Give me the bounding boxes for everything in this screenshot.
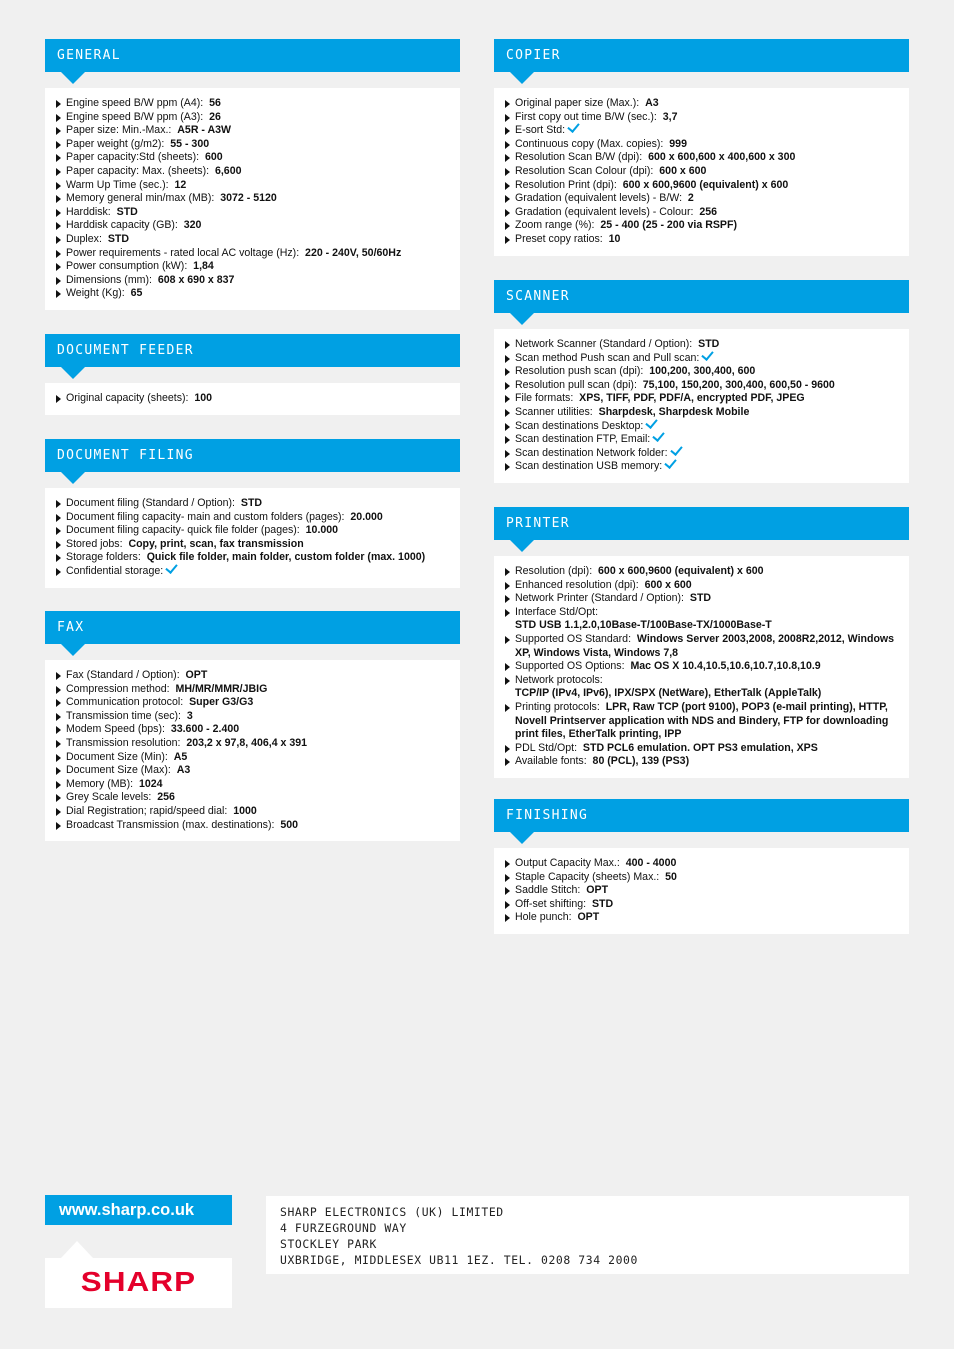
spec-label: First copy out time B/W (sec.): xyxy=(515,110,657,123)
spec-value: 100 xyxy=(194,392,213,404)
spec-label: Document filing capacity- quick file folder (pages): xyxy=(66,524,300,537)
spec-value: 256 xyxy=(157,791,175,804)
spec-label: Dimensions (mm): xyxy=(66,273,152,286)
spec-list xyxy=(494,329,909,483)
spec-value: 1,84 xyxy=(193,260,214,273)
spec-label: Storage folders: xyxy=(66,551,141,564)
spec-item xyxy=(505,365,899,379)
spec-value: 20.000 xyxy=(350,510,383,523)
spec-item xyxy=(505,138,899,152)
spec-item xyxy=(56,165,450,179)
sharp-logo xyxy=(45,1258,232,1308)
spec-label: Network protocols: xyxy=(515,673,603,686)
spec-value: TCP/IP (IPv4, IPv6), IPX/SPX (NetWare), EtherTalk (AppleTalk) xyxy=(515,687,822,700)
spec-value: 3072 - 5120 xyxy=(220,192,277,205)
spec-item xyxy=(56,219,450,233)
section-scanner xyxy=(494,280,909,483)
spec-label: Broadcast Transmission (max. destinations): xyxy=(66,818,275,831)
spec-item xyxy=(56,524,450,538)
spec-item xyxy=(505,379,899,393)
spec-label: Document Size (Max): xyxy=(66,764,171,777)
spec-item xyxy=(56,247,450,261)
spec-label: Scan destinations Desktop: xyxy=(515,419,644,432)
spec-value: STD xyxy=(116,205,138,218)
spec-value: STD xyxy=(591,897,614,910)
spec-label: Document Size (Min): xyxy=(66,750,168,763)
spec-value: 65 xyxy=(130,287,143,300)
spec-value: 100,200, 300,400, 600 xyxy=(649,365,756,378)
spec-item xyxy=(56,805,450,819)
spec-value: 10.000 xyxy=(305,524,339,537)
spec-label: Stored jobs: xyxy=(66,537,123,550)
spec-item xyxy=(505,206,899,220)
spec-value: 75,100, 150,200, 300,400, 600,50 - 9600 xyxy=(642,378,835,391)
spec-item xyxy=(505,742,899,756)
spec-label: Paper size: Min.-Max.: xyxy=(66,124,172,137)
spec-label: Network Printer (Standard / Option): xyxy=(515,592,684,605)
spec-label: Transmission time (sec): xyxy=(66,709,181,722)
spec-label: Scan destination FTP, Email: xyxy=(515,433,651,446)
website-link[interactable]: www.sharp.co.uk xyxy=(45,1195,232,1225)
spec-value: 600 x 600,9600 (equivalent) x 600 xyxy=(598,565,764,577)
spec-value: 6,600 xyxy=(214,164,242,177)
spec-value: STD xyxy=(689,592,712,605)
spec-value: 608 x 690 x 837 xyxy=(157,273,235,286)
section-header: DOCUMENT FILING xyxy=(45,439,460,472)
spec-value: 203,2 x 97,8, 406,4 x 391 xyxy=(186,736,308,749)
spec-value: STD USB 1.1,2.0,10Base-T/100Base-TX/1000Base-T xyxy=(515,619,772,632)
spec-list xyxy=(45,488,460,588)
spec-item xyxy=(505,338,899,352)
spec-list xyxy=(45,383,460,415)
spec-item xyxy=(505,898,899,912)
spec-item xyxy=(505,460,899,474)
spec-label: Scan destination Network folder: xyxy=(515,446,668,459)
spec-label: Engine speed B/W ppm (A3): xyxy=(66,110,204,123)
spec-label: Engine speed B/W ppm (A4): xyxy=(66,97,204,109)
spec-value: 10 xyxy=(608,232,621,245)
spec-value: STD xyxy=(240,497,263,509)
spec-label: Paper capacity: Max. (sheets): xyxy=(66,164,210,177)
spec-label: Confidential storage: xyxy=(66,564,164,577)
spec-item xyxy=(56,151,450,165)
spec-label: Harddisk: xyxy=(66,205,111,218)
spec-label: Resolution Scan Colour (dpi): xyxy=(515,164,654,177)
spec-label: Available fonts: xyxy=(515,755,587,768)
spec-item xyxy=(56,260,450,274)
spec-value: A3 xyxy=(645,97,659,109)
spec-item xyxy=(505,674,899,701)
spec-item xyxy=(505,97,899,111)
spec-item xyxy=(505,433,899,447)
spec-value: MH/MR/MMR/JBIG xyxy=(175,682,268,695)
section-copier xyxy=(494,39,909,256)
spec-item xyxy=(56,778,450,792)
spec-item xyxy=(505,660,899,674)
section-header: COPIER xyxy=(494,39,909,72)
section-document-filing xyxy=(45,439,460,588)
spec-label: Supported OS Options: xyxy=(515,660,625,673)
spec-item xyxy=(505,871,899,885)
spec-item xyxy=(56,683,450,697)
spec-item xyxy=(505,857,899,871)
spec-value: Mac OS X 10.4,10.5,10.6,10.7,10.8,10.9 xyxy=(630,660,821,673)
spec-label: Interface Std/Opt: xyxy=(515,605,599,618)
spec-item xyxy=(505,565,899,579)
spec-label: Saddle Stitch: xyxy=(515,884,581,897)
spec-label: Resolution (dpi): xyxy=(515,565,593,577)
logo-text: SHARP xyxy=(80,1266,197,1297)
spec-value: 12 xyxy=(174,178,187,191)
spec-label: Document filing capacity- main and custom folders (pages): xyxy=(66,510,345,523)
section-header: SCANNER xyxy=(494,280,909,313)
spec-label: Transmission resolution: xyxy=(66,736,181,749)
spec-item xyxy=(56,819,450,833)
spec-label: Network Scanner (Standard / Option): xyxy=(515,338,693,350)
spec-list xyxy=(494,88,909,256)
spec-value: 50 xyxy=(665,870,677,883)
spec-label: Modem Speed (bps): xyxy=(66,723,165,736)
spec-value: 3,7 xyxy=(662,110,678,123)
section-printer xyxy=(494,507,909,778)
spec-list xyxy=(494,556,909,778)
spec-value: 500 xyxy=(280,818,299,831)
address-line: SHARP ELECTRONICS (UK) LIMITED xyxy=(280,1205,504,1219)
section-header: FAX xyxy=(45,611,460,644)
spec-item xyxy=(56,565,450,579)
spec-item xyxy=(56,791,450,805)
spec-item xyxy=(56,233,450,247)
spec-item xyxy=(505,606,899,633)
spec-label: Grey Scale levels: xyxy=(66,791,152,804)
spec-item xyxy=(56,764,450,778)
spec-item xyxy=(56,538,450,552)
section-header: DOCUMENT FEEDER xyxy=(45,334,460,367)
spec-label: Fax (Standard / Option): xyxy=(66,669,180,681)
spec-item xyxy=(505,447,899,461)
spec-item xyxy=(56,206,450,220)
spec-label: Communication protocol: xyxy=(66,696,184,709)
spec-item xyxy=(505,755,899,769)
spec-item xyxy=(505,579,899,593)
spec-item xyxy=(56,274,450,288)
spec-value: 320 xyxy=(183,219,202,232)
section-finishing xyxy=(494,799,909,934)
section-header: FINISHING xyxy=(494,799,909,832)
spec-value: 999 xyxy=(669,137,687,150)
spec-item xyxy=(56,669,450,683)
spec-value: 400 - 4000 xyxy=(625,857,677,869)
address-line: UXBRIDGE, MIDDLESEX UB11 1EZ. TEL. 0208 734 2000 xyxy=(280,1253,638,1267)
spec-value: 2 xyxy=(687,192,694,205)
spec-label: Warm Up Time (sec.): xyxy=(66,178,169,191)
spec-item xyxy=(56,723,450,737)
spec-value: 1024 xyxy=(138,777,163,790)
spec-item xyxy=(56,138,450,152)
spec-label: Scan destination USB memory: xyxy=(515,460,663,473)
spec-label: Off-set shifting: xyxy=(515,897,587,910)
spec-item xyxy=(56,551,450,565)
spec-item xyxy=(505,219,899,233)
spec-item xyxy=(56,179,450,193)
section-header: GENERAL xyxy=(45,39,460,72)
spec-value: 80 (PCL), 139 (PS3) xyxy=(592,755,690,768)
spec-list xyxy=(45,88,460,310)
spec-item xyxy=(56,710,450,724)
spec-label: Compression method: xyxy=(66,682,170,695)
spec-value: 600 x 600,9600 (equivalent) x 600 xyxy=(622,178,789,191)
spec-item xyxy=(505,633,899,660)
spec-label: Resolution Scan B/W (dpi): xyxy=(515,151,643,164)
spec-value: A5 xyxy=(173,750,188,763)
spec-item xyxy=(505,233,899,247)
spec-value: Copy, print, scan, fax transmission xyxy=(128,537,304,550)
spec-value: 220 - 240V, 50/60Hz xyxy=(305,246,402,259)
spec-item xyxy=(56,737,450,751)
spec-label: Harddisk capacity (GB): xyxy=(66,219,178,232)
spec-label: PDL Std/Opt: xyxy=(515,741,578,754)
spec-item xyxy=(505,111,899,125)
spec-label: Paper capacity:Std (sheets): xyxy=(66,151,200,164)
spec-label: Memory general min/max (MB): xyxy=(66,192,215,205)
spec-item xyxy=(505,592,899,606)
spec-label: Document filing (Standard / Option): xyxy=(66,497,235,509)
spec-item xyxy=(56,497,450,511)
spec-label: Enhanced resolution (dpi): xyxy=(515,578,639,591)
spec-value: 600 x 600,600 x 400,600 x 300 xyxy=(648,151,796,164)
spec-item xyxy=(505,124,899,138)
spec-label: Resolution pull scan (dpi): xyxy=(515,378,637,391)
spec-label: File formats: xyxy=(515,392,574,405)
spec-value: 256 xyxy=(699,205,717,218)
spec-item xyxy=(56,696,450,710)
spec-label: Scanner utilities: xyxy=(515,405,593,418)
spec-item xyxy=(56,751,450,765)
spec-label: E-sort Std: xyxy=(515,124,566,137)
spec-item xyxy=(505,392,899,406)
spec-item xyxy=(505,165,899,179)
spec-label: Supported OS Standard: xyxy=(515,632,632,645)
spec-label: Dial Registration; rapid/speed dial: xyxy=(66,804,228,817)
spec-value: OPT xyxy=(185,669,208,681)
spec-value: A5R - A3W xyxy=(177,124,232,137)
spec-value: Quick file folder, main folder, custom folder (max. 1000) xyxy=(146,551,426,564)
spec-label: Weight (Kg): xyxy=(66,287,125,300)
spec-label: Resolution push scan (dpi): xyxy=(515,365,644,378)
spec-item xyxy=(505,352,899,366)
logo-notch xyxy=(61,1241,93,1258)
spec-value: 25 - 400 (25 - 200 via RSPF) xyxy=(600,219,737,232)
spec-label: Original capacity (sheets): xyxy=(66,392,189,404)
spec-item xyxy=(505,911,899,925)
spec-label: Memory (MB): xyxy=(66,777,134,790)
spec-label: Paper weight (g/m2): xyxy=(66,137,165,150)
spec-item xyxy=(505,701,899,742)
spec-label: Gradation (equivalent levels) - B/W: xyxy=(515,192,683,205)
section-header: PRINTER xyxy=(494,507,909,540)
spec-value: 55 - 300 xyxy=(170,137,210,150)
spec-label: Power consumption (kW): xyxy=(66,260,188,273)
spec-label: Gradation (equivalent levels) - Colour: xyxy=(515,205,694,218)
spec-label: Power requirements - rated local AC voltage (Hz): xyxy=(66,246,300,259)
spec-list xyxy=(494,848,909,934)
spec-item xyxy=(56,111,450,125)
spec-value: STD PCL6 emulation. OPT PS3 emulation, XPS xyxy=(582,741,818,754)
spec-item xyxy=(56,97,450,111)
spec-item xyxy=(56,392,450,406)
spec-value: OPT xyxy=(577,911,600,924)
spec-value: OPT xyxy=(586,884,609,897)
spec-item xyxy=(56,511,450,525)
spec-item xyxy=(505,192,899,206)
spec-list xyxy=(45,660,460,841)
spec-value: 600 xyxy=(204,151,223,164)
company-address xyxy=(266,1196,909,1274)
spec-item xyxy=(505,151,899,165)
section-general xyxy=(45,39,460,310)
spec-label: Hole punch: xyxy=(515,911,572,924)
spec-label: Original paper size (Max.): xyxy=(515,97,640,109)
spec-label: Continuous copy (Max. copies): xyxy=(515,137,664,150)
spec-value: 33.600 - 2.400 xyxy=(170,723,240,736)
spec-value: LPR, Raw TCP (port 9100), POP3 (e-mail printing), HTTP, Novell Printserver application with NDS and Bindery, FTP for downloading print files, EtherTalk printing, IPP xyxy=(515,700,889,741)
spec-value: 26 xyxy=(209,110,221,123)
spec-item xyxy=(56,192,450,206)
spec-label: Staple Capacity (sheets) Max.: xyxy=(515,870,660,883)
spec-item xyxy=(505,179,899,193)
section-fax xyxy=(45,611,460,841)
spec-value: 600 x 600 xyxy=(644,578,692,591)
spec-value: 3 xyxy=(186,709,193,722)
spec-value: Sharpdesk, Sharpdesk Mobile xyxy=(598,405,750,418)
section-document-feeder xyxy=(45,334,460,415)
spec-value: 1000 xyxy=(233,804,257,817)
spec-value: A3 xyxy=(176,764,191,777)
spec-label: Scan method Push scan and Pull scan: xyxy=(515,351,700,364)
spec-item xyxy=(505,406,899,420)
spec-value: XPS, TIFF, PDF, PDF/A, encrypted PDF, JPEG xyxy=(579,392,805,405)
spec-label: Zoom range (%): xyxy=(515,219,595,232)
spec-value: 600 x 600 xyxy=(659,164,707,177)
spec-label: Preset copy ratios: xyxy=(515,232,603,245)
spec-label: Duplex: xyxy=(66,232,102,245)
spec-item xyxy=(56,287,450,301)
address-line: 4 FURZEGROUND WAY xyxy=(280,1221,407,1235)
address-line: STOCKLEY PARK xyxy=(280,1237,377,1251)
spec-value: STD xyxy=(107,232,129,245)
spec-value: Windows Server 2003,2008, 2008R2,2012, Windows XP, Windows Vista, Windows 7,8 xyxy=(515,632,895,659)
spec-value: STD xyxy=(698,338,720,350)
spec-value: 56 xyxy=(209,97,221,109)
spec-value: Super G3/G3 xyxy=(189,696,254,709)
spec-item xyxy=(505,884,899,898)
spec-label: Output Capacity Max.: xyxy=(515,857,620,869)
spec-label: Resolution Print (dpi): xyxy=(515,178,617,191)
spec-label: Printing protocols: xyxy=(515,700,600,713)
spec-item xyxy=(505,420,899,434)
spec-item xyxy=(56,124,450,138)
